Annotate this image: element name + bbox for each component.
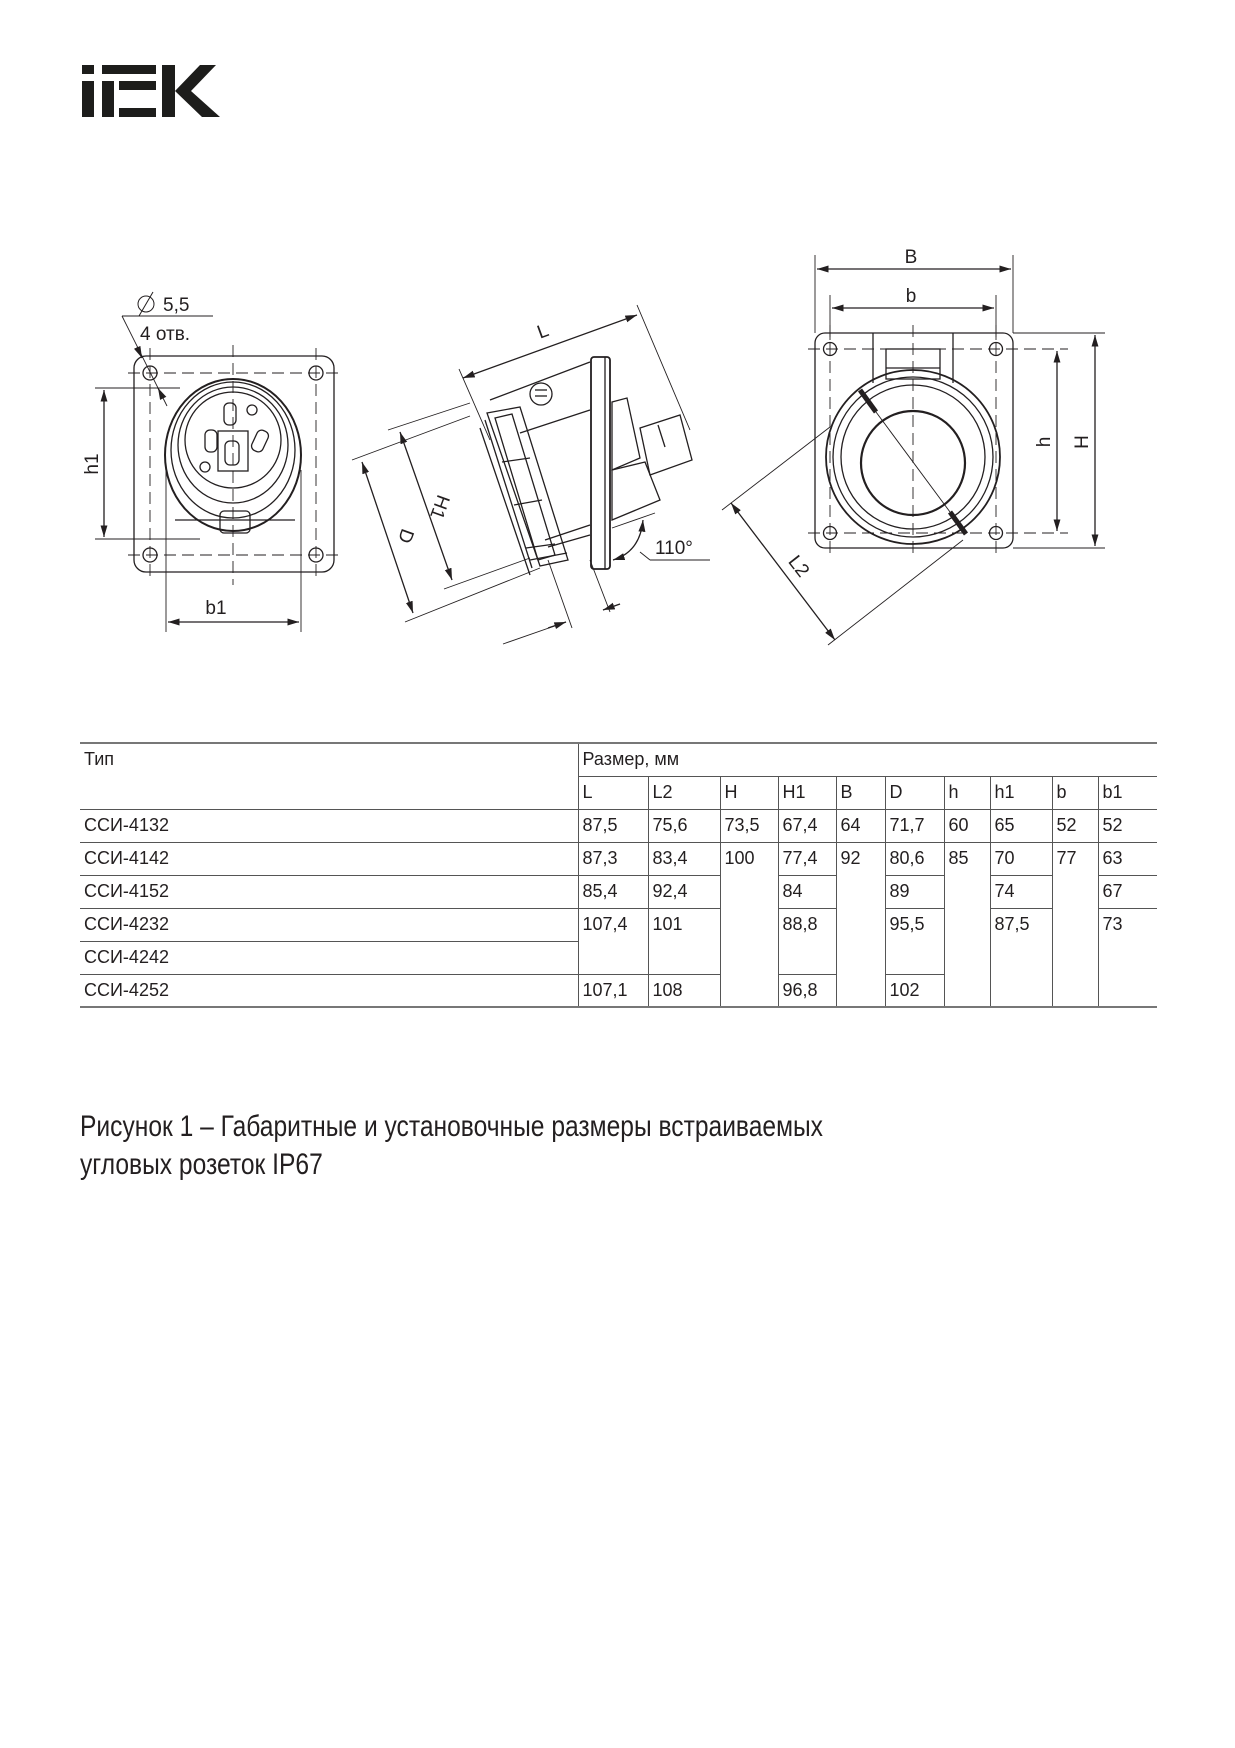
figure-caption <box>80 1108 823 1184</box>
h1-label: h1 <box>82 453 103 475</box>
angle-label: 110° <box>655 538 693 559</box>
L2-label: L2 <box>783 551 814 582</box>
cell-H1: 77,4 <box>778 842 836 875</box>
dimensions-table <box>80 742 1157 1008</box>
cell-h1: 74 <box>990 875 1052 908</box>
back-view <box>722 255 1105 645</box>
cell-H1: 88,8 <box>778 908 836 974</box>
cell-B: 92 <box>836 842 885 1007</box>
cell-h1: 70 <box>990 842 1052 875</box>
cell-L2: 83,4 <box>648 842 720 875</box>
table-row <box>80 809 1157 842</box>
cell-D: 80,6 <box>885 842 944 875</box>
L-label: L <box>534 320 552 344</box>
cell-L: 107,4 <box>578 908 648 974</box>
column-header-L2: L2 <box>648 776 720 809</box>
front-view <box>95 292 340 632</box>
size-header: Размер, мм <box>578 743 1157 776</box>
cell-L2: 108 <box>648 974 720 1007</box>
caption-line-1: Рисунок 1 – Габаритные и установочные размеры встраиваемых <box>80 1110 823 1143</box>
cell-H1: 67,4 <box>778 809 836 842</box>
D-label: D <box>392 525 418 546</box>
column-header-H: H <box>720 776 778 809</box>
type-header: Тип <box>80 743 578 809</box>
type-cell: ССИ-4142 <box>80 842 578 875</box>
type-cell: ССИ-4232 <box>80 908 578 941</box>
cell-B: 64 <box>836 809 885 842</box>
table-row <box>80 842 1157 875</box>
cell-H1: 84 <box>778 875 836 908</box>
cell-H: 100 <box>720 842 778 1007</box>
cell-b1: 73 <box>1098 908 1157 1007</box>
B-label: B <box>904 247 918 268</box>
column-header-H1: H1 <box>778 776 836 809</box>
column-header-B: B <box>836 776 885 809</box>
technical-drawings <box>0 220 1235 660</box>
cell-b: 52 <box>1052 809 1098 842</box>
H-label: H <box>1072 435 1093 449</box>
mounting-plate <box>591 357 610 569</box>
table-row <box>80 875 1157 908</box>
cell-H1: 96,8 <box>778 974 836 1007</box>
cell-b1: 67 <box>1098 875 1157 908</box>
cell-D: 71,7 <box>885 809 944 842</box>
hole-diameter-label: 5,5 <box>163 295 190 316</box>
cell-h1: 87,5 <box>990 908 1052 1007</box>
h-label: h <box>1034 436 1055 448</box>
type-cell: ССИ-4242 <box>80 941 578 974</box>
column-header-b1: b1 <box>1098 776 1157 809</box>
iek-logo <box>82 64 220 118</box>
cell-D: 102 <box>885 974 944 1007</box>
column-header-L: L <box>578 776 648 809</box>
cell-h: 60 <box>944 809 990 842</box>
cell-L: 87,5 <box>578 809 648 842</box>
caption-line-2: угловых розеток IP67 <box>80 1148 323 1181</box>
cell-L: 87,3 <box>578 842 648 875</box>
cell-h: 85 <box>944 842 990 1007</box>
cell-L2: 101 <box>648 908 720 974</box>
column-header-h: h <box>944 776 990 809</box>
type-cell: ССИ-4152 <box>80 875 578 908</box>
column-header-D: D <box>885 776 944 809</box>
type-cell: ССИ-4252 <box>80 974 578 1007</box>
column-header-b: b <box>1052 776 1098 809</box>
table-row <box>80 908 1157 941</box>
cell-L: 85,4 <box>578 875 648 908</box>
cell-H: 73,5 <box>720 809 778 842</box>
b1-label: b1 <box>205 598 227 619</box>
b-label: b <box>905 286 917 307</box>
side-view <box>352 305 710 644</box>
H1-label: H1 <box>425 491 454 522</box>
cell-L: 107,1 <box>578 974 648 1007</box>
hole-count-label: 4 отв. <box>140 324 191 345</box>
type-cell: ССИ-4132 <box>80 809 578 842</box>
cell-D: 95,5 <box>885 908 944 974</box>
cell-b1: 63 <box>1098 842 1157 875</box>
cell-b1: 52 <box>1098 809 1157 842</box>
cell-D: 89 <box>885 875 944 908</box>
cell-h1: 65 <box>990 809 1052 842</box>
cell-L2: 92,4 <box>648 875 720 908</box>
column-header-h1: h1 <box>990 776 1052 809</box>
cell-b: 77 <box>1052 842 1098 1007</box>
cell-L2: 75,6 <box>648 809 720 842</box>
